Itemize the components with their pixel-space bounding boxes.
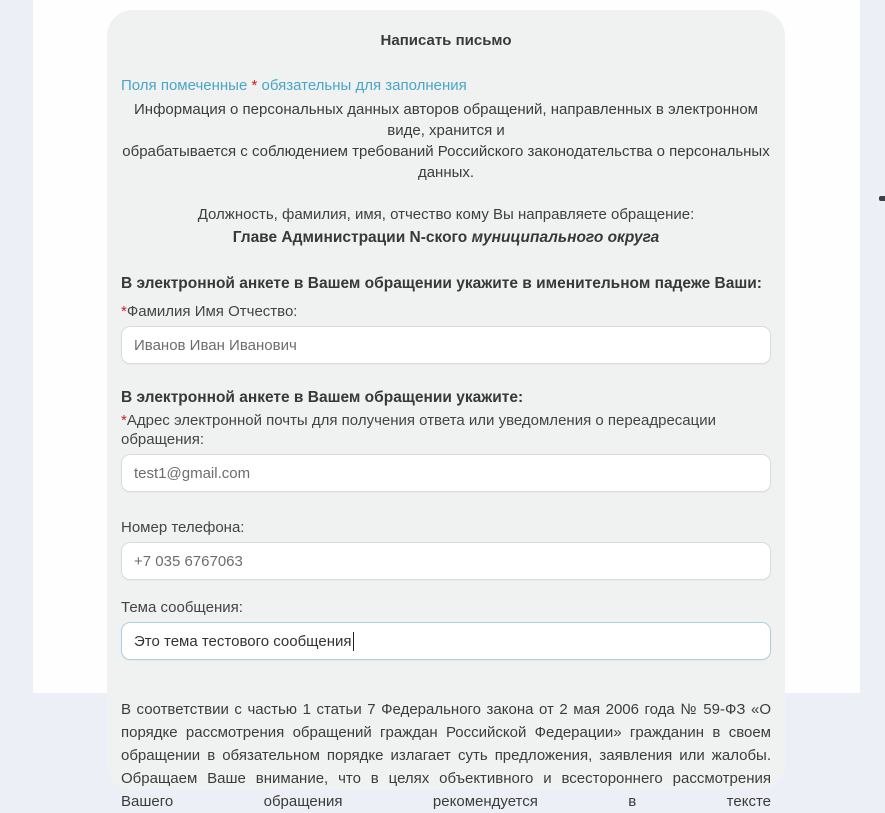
email-required-asterisk: * bbox=[121, 412, 127, 429]
recipient-prompt: Должность, фамилия, имя, отчество кому Вы направляете обращение: bbox=[197, 206, 695, 223]
recipient-name bbox=[121, 226, 771, 249]
privacy-note-line2: обрабатывается с соблюдением требований Российского законодательства о персональных данных. bbox=[122, 143, 770, 181]
phone-input[interactable] bbox=[121, 542, 771, 580]
privacy-note bbox=[121, 99, 771, 183]
required-fields-notice-suffix: обязательны для заполнения bbox=[257, 77, 467, 94]
required-asterisk: * bbox=[251, 77, 258, 94]
subject-input-value: Это тема тестового сообщения bbox=[134, 632, 352, 650]
fullname-label-text: Фамилия Имя Отчество: bbox=[126, 303, 298, 320]
phone-label: Номер телефона: bbox=[121, 519, 245, 536]
required-fields-notice-prefix: Поля помеченные bbox=[121, 77, 252, 94]
email-label bbox=[121, 411, 771, 449]
fullname-label bbox=[121, 302, 771, 321]
recipient-name-main: Главе Администрации N-ского bbox=[232, 229, 472, 246]
fullname-input[interactable] bbox=[121, 326, 771, 364]
email-input[interactable] bbox=[121, 454, 771, 492]
right-edge-mark bbox=[879, 196, 885, 201]
content-panel bbox=[33, 0, 860, 810]
email-label-text: Адрес электронной почты для получения ответа или уведомления о переадресации обращения: bbox=[121, 412, 716, 448]
text-caret bbox=[353, 632, 355, 651]
recipient-name-district: муниципального округа bbox=[471, 229, 660, 246]
write-letter-form-card bbox=[107, 10, 785, 810]
privacy-note-line1: Информация о персональных данных авторов обращений, направленных в электронном виде, хранится и bbox=[134, 101, 758, 139]
subject-input[interactable] bbox=[121, 622, 771, 660]
page-title: Написать письмо bbox=[380, 32, 512, 49]
section-heading-contacts: В электронной анкете в Вашем обращении укажите: bbox=[121, 389, 524, 406]
section-heading-personal: В электронной анкете в Вашем обращении укажите в именительном падеже Ваши: bbox=[121, 275, 762, 292]
required-fields-notice bbox=[121, 75, 771, 96]
subject-label: Тема сообщения: bbox=[121, 599, 243, 616]
fullname-required-asterisk: * bbox=[121, 303, 127, 320]
legal-paragraph: В соответствии с частью 1 статьи 7 Федерального закона от 2 мая 2006 года № 59-ФЗ «О порядке рассмотрения обращений граждан Российской Федерации» гражданин в своем обращении в обязательном порядке излагает суть предложения, заявления или жалобы. Обращаем Ваше внимание, что в целях объективного и всестороннего рассмотрения Вашего обращения рекомендуется в тексте bbox=[121, 701, 771, 810]
recipient-block bbox=[121, 204, 771, 249]
